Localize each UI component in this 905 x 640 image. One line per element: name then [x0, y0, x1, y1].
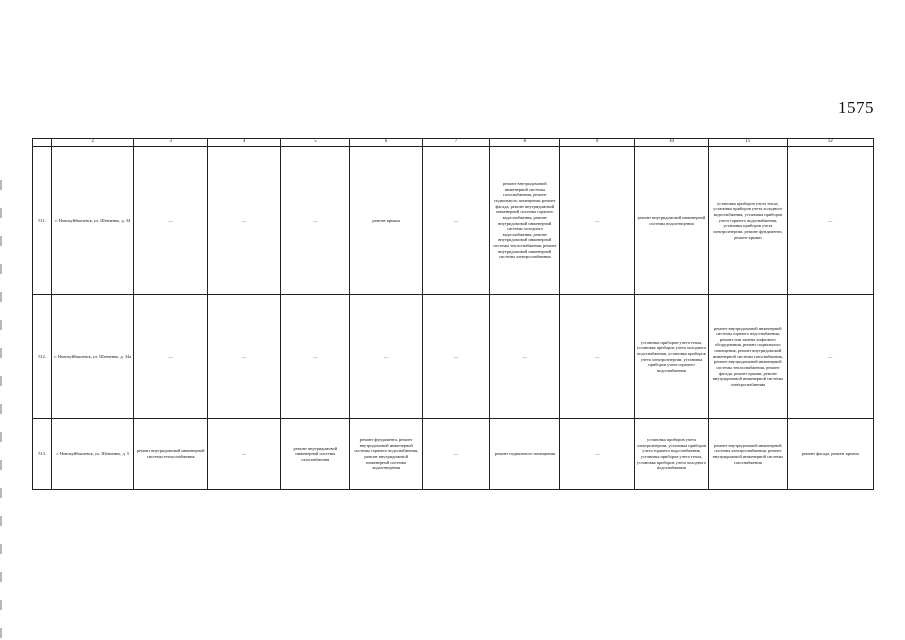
work-cell: ремонт подвального помещения: [490, 419, 560, 490]
column-header: 9: [560, 139, 634, 147]
work-cell: —: [560, 419, 634, 490]
work-cell: —: [422, 295, 489, 419]
column-header: [33, 139, 52, 147]
address-cell: г. Новокуйбышевск, ул. Шевченко, д. 34а: [52, 295, 134, 419]
work-cell: —: [134, 295, 207, 419]
work-cell: —: [560, 147, 634, 295]
address-cell: г. Новокуйбышевск, ул. Шевченко, д. 5: [52, 419, 134, 490]
work-cell: установка приборов учета тепла, установка приборов учета холодного водоснабжения, установка приборов учета горячего водоснабжения, установка приборов учета электроэнергии, ремонт фундамента, ремонт крыши: [709, 147, 787, 295]
work-cell: —: [422, 419, 489, 490]
page-number: 1575: [838, 98, 874, 117]
work-cell: ремонт крыши: [350, 147, 422, 295]
work-cell: ремонт внутридомовой инженерной системы теплоснабжения: [134, 419, 207, 490]
column-header: 3: [134, 139, 207, 147]
column-header: 4: [207, 139, 280, 147]
work-cell: —: [560, 295, 634, 419]
work-cell: —: [281, 295, 350, 419]
column-header: 12: [787, 139, 873, 147]
work-cell: ремонт фасада, ремонт крыши: [787, 419, 873, 490]
work-cell: установка приборов учета тепла, установка приборов учета холодного водоснабжения, установка приборов учета электроэнергии, установка приборов учета горячего водоснабжения: [634, 295, 708, 419]
work-cell: ремонт внутридомовой инженерной системы горячего водоснабжения, ремонт или замена лифтового оборудования, ремонт подвального помещения, ремонт внутридомовой инженерной системы газоснабжения, ремонт внутридомовой инженерной системы теплоснабжения, ремонт фасада, ремонт крыши, ремонт внутридомовой инженерной системы электроснабжения: [709, 295, 787, 419]
work-cell: —: [490, 295, 560, 419]
work-cell: —: [787, 147, 873, 295]
work-cell: —: [422, 147, 489, 295]
column-header: 7: [422, 139, 489, 147]
work-cell: установка приборов учета электроэнергии, установка приборов учета горячего водоснабжения, установка приборов учета тепла, установка приборов учета холодного водоснабжения: [634, 419, 708, 490]
row-number: 511.: [33, 147, 52, 295]
repair-schedule-table: [32, 138, 874, 490]
table-row: [33, 419, 874, 490]
table-row: [33, 147, 874, 295]
row-number: 513.: [33, 419, 52, 490]
column-header: 5: [281, 139, 350, 147]
work-cell: —: [207, 147, 280, 295]
column-number-row: [33, 139, 874, 147]
work-cell: ремонт внутридомовой инженерной системы электроснабжения, ремонт внутридомовой инженерной системы газоснабжения: [709, 419, 787, 490]
work-cell: —: [787, 295, 873, 419]
column-header: 2: [52, 139, 134, 147]
address-cell: г. Новокуйбышевск, ул. Шевченко, д. 34: [52, 147, 134, 295]
column-header: 11: [709, 139, 787, 147]
work-cell: —: [350, 295, 422, 419]
scan-margin-marks: [0, 180, 2, 640]
column-header: 6: [350, 139, 422, 147]
work-cell: ремонт внутридомовой инженерной системы газоснабжения, ремонт подвального помещения, ремонт фасада, ремонт внутридомовой инженерной системы горячего водоснабжения, ремонт внутридомовой инженерной системы холодного водоснабжения, ремонт внутридомовой инженерной системы теплоснабжения, ремонт внутридомовой инженерной системы электроснабжения: [490, 147, 560, 295]
work-cell: ремонт внутридомовой инженерной системы водоотведения: [634, 147, 708, 295]
work-cell: ремонт внутридомовой инженерной системы газоснабжения: [281, 419, 350, 490]
work-cell: —: [207, 419, 280, 490]
work-cell: ремонт фундамента, ремонт внутридомовой инженерной системы горячего водоснабжения, ремонт внутридомовой инженерной системы водоотведения: [350, 419, 422, 490]
work-cell: —: [281, 147, 350, 295]
column-header: 8: [490, 139, 560, 147]
row-number: 512.: [33, 295, 52, 419]
work-cell: —: [134, 147, 207, 295]
work-cell: —: [207, 295, 280, 419]
table-row: [33, 295, 874, 419]
column-header: 10: [634, 139, 708, 147]
